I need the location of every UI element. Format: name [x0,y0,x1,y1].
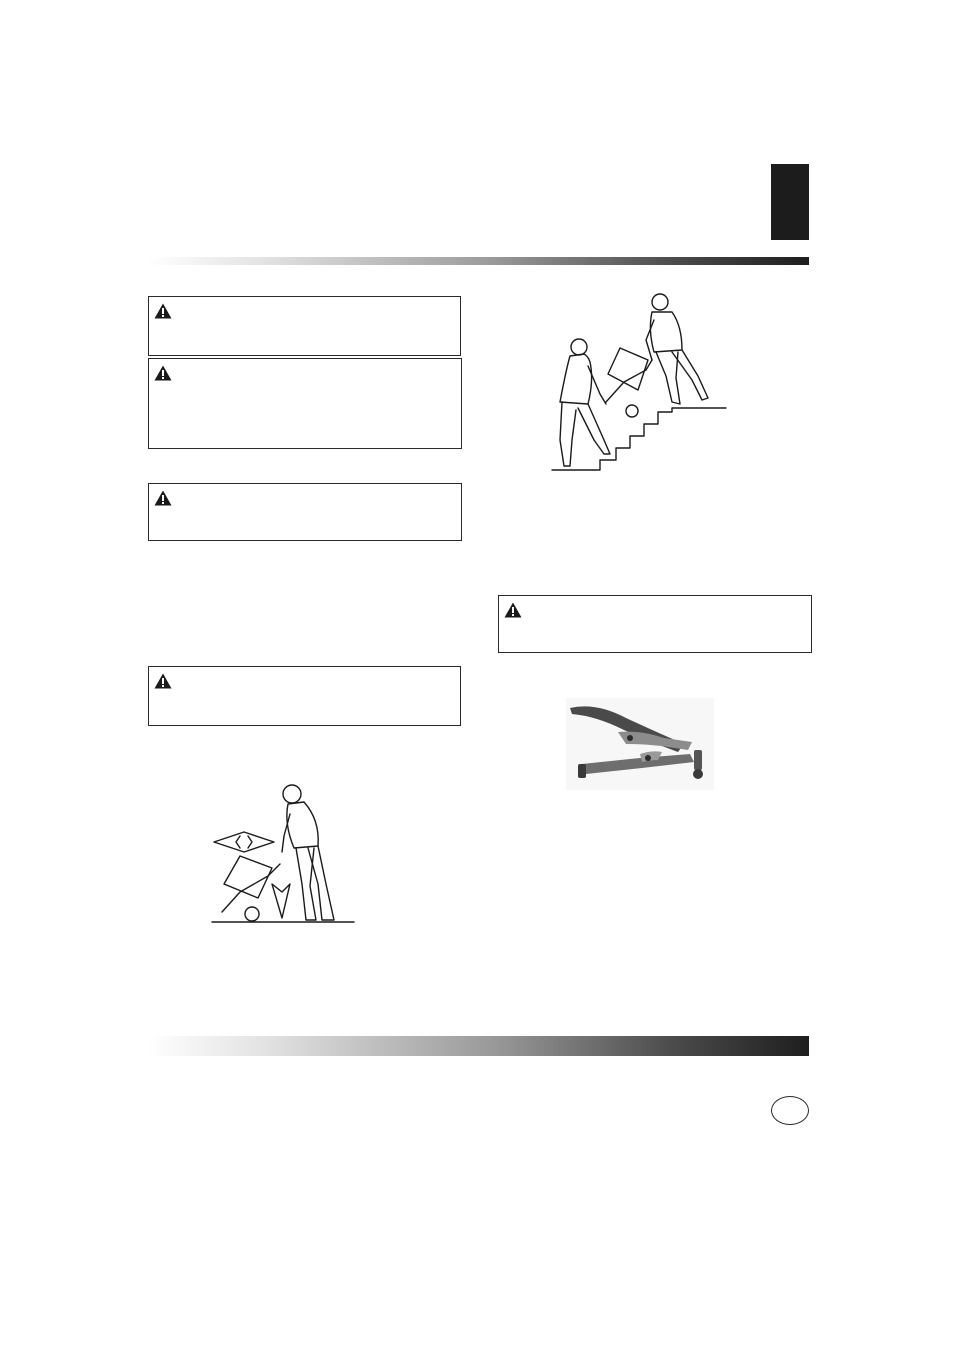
person-tilting-cart-illustration [210,780,356,926]
warning-triangle-icon [154,303,172,319]
warning-box-3 [148,483,462,541]
warning-box-1 [148,296,461,356]
warning-box-4 [148,666,461,726]
header-gradient-bar [147,257,809,265]
warning-triangle-icon [154,490,172,506]
locking-pliers-photo [566,698,714,790]
warning-box-2 [148,358,462,449]
section-tab [771,164,809,240]
footer-gradient-bar [147,1036,809,1056]
two-people-carrying-cart-up-stairs-illustration [548,290,730,472]
warning-triangle-icon [504,602,522,618]
warning-triangle-icon [154,673,172,689]
warning-triangle-icon [154,365,172,381]
page-number-oval [771,1096,809,1125]
warning-box-5 [498,595,812,653]
